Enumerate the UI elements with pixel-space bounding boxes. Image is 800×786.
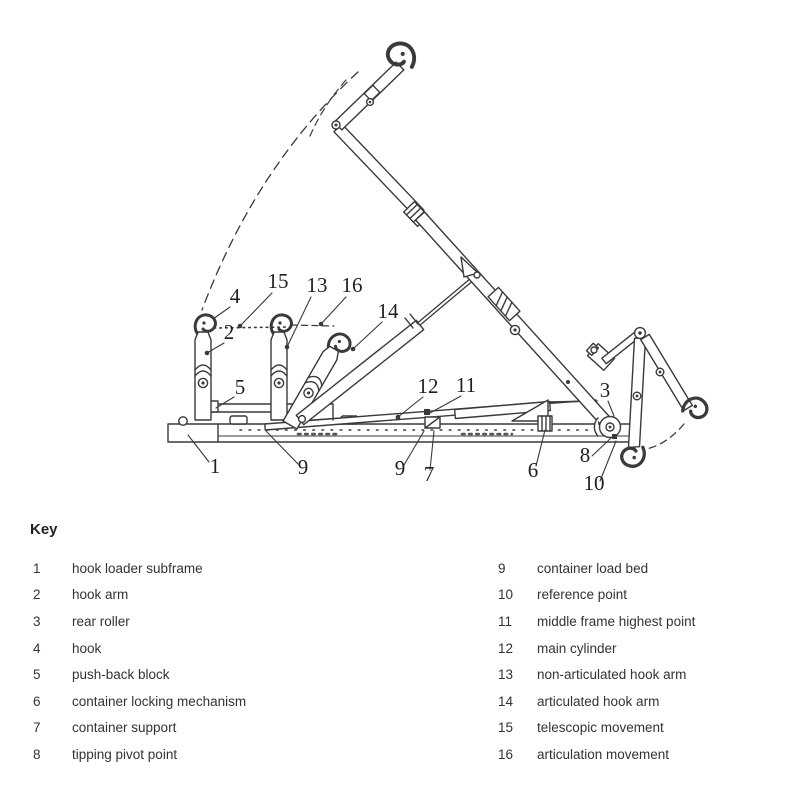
leader-line-3 bbox=[608, 401, 614, 416]
key-item-label: hook arm bbox=[72, 587, 129, 603]
rear-hook-down bbox=[621, 446, 645, 468]
key-item-label: container locking mechanism bbox=[72, 693, 247, 709]
leader-dot-14 bbox=[351, 347, 356, 352]
key-item-16 bbox=[498, 741, 788, 768]
key-item-4 bbox=[33, 635, 433, 662]
diagram-label-7: 7 bbox=[423, 462, 435, 486]
key-item-8 bbox=[33, 741, 433, 768]
key-item-11 bbox=[498, 608, 788, 635]
key-item-13 bbox=[498, 661, 788, 688]
key-item-3 bbox=[33, 608, 433, 635]
key-item-label: container support bbox=[72, 720, 177, 736]
key-item-6 bbox=[33, 688, 433, 715]
diagram-label-11: 11 bbox=[455, 373, 477, 397]
articulation-movement-arc bbox=[646, 424, 684, 449]
diagram-label-15: 15 bbox=[267, 269, 289, 293]
key-item-label: container load bed bbox=[537, 560, 649, 576]
diagram-labels bbox=[188, 269, 616, 495]
diagram-label-14: 14 bbox=[377, 299, 399, 323]
key-item-label: rear roller bbox=[72, 613, 130, 629]
key-item-label: middle frame highest point bbox=[537, 613, 696, 629]
leader-dot-13 bbox=[285, 345, 290, 350]
key-item-number: 2 bbox=[33, 587, 41, 603]
key-item-number: 3 bbox=[33, 613, 41, 629]
key-item-number: 12 bbox=[498, 640, 514, 656]
container-locking-mechanism bbox=[538, 416, 552, 431]
key-item-number: 1 bbox=[33, 560, 41, 576]
key-item-5 bbox=[33, 661, 433, 688]
tipping-pivot-point-marker bbox=[612, 434, 617, 439]
key-item-14 bbox=[498, 688, 788, 715]
hook-arm-raised bbox=[332, 43, 613, 428]
diagram-label-2: 2 bbox=[223, 320, 235, 344]
leader-dot-2 bbox=[205, 351, 210, 356]
key-item-label: articulation movement bbox=[537, 746, 670, 762]
key-item-number: 7 bbox=[33, 720, 41, 736]
key-item-number: 15 bbox=[498, 720, 514, 736]
key-item-label: main cylinder bbox=[537, 640, 617, 656]
key-item-1 bbox=[33, 555, 433, 582]
middle-frame-highest-point-marker bbox=[424, 409, 430, 415]
diagram-label-9: 9 bbox=[394, 456, 406, 480]
key-item-label: tipping pivot point bbox=[72, 746, 178, 762]
container-support bbox=[425, 417, 440, 428]
key-item-12 bbox=[498, 635, 788, 662]
key-item-9 bbox=[498, 555, 788, 582]
leader-dot-16 bbox=[319, 322, 324, 327]
key-item-label: non-articulated hook arm bbox=[537, 667, 687, 683]
key-item-number: 16 bbox=[498, 746, 514, 762]
key-item-number: 4 bbox=[33, 640, 41, 656]
key-item-7 bbox=[33, 715, 433, 742]
key-item-label: hook bbox=[72, 640, 102, 656]
leader-line-15 bbox=[240, 293, 272, 326]
diagram-label-12: 12 bbox=[417, 374, 439, 398]
leader-line-14 bbox=[353, 322, 382, 349]
key-item-10 bbox=[498, 582, 788, 609]
diagram-label-5: 5 bbox=[234, 375, 246, 399]
leader-dot-15 bbox=[238, 324, 243, 329]
diagram-label-1: 1 bbox=[209, 454, 221, 478]
leader-line-16 bbox=[321, 297, 346, 324]
leader-dot-12 bbox=[396, 415, 401, 420]
key-item-number: 14 bbox=[498, 693, 514, 709]
key-right-column bbox=[498, 555, 788, 768]
key-item-number: 6 bbox=[33, 693, 41, 709]
key-left-column bbox=[33, 555, 433, 768]
key-title: Key bbox=[30, 521, 58, 538]
key-item-number: 11 bbox=[498, 613, 513, 629]
diagram-label-8: 8 bbox=[579, 443, 591, 467]
key-item-number: 9 bbox=[498, 560, 506, 576]
key-item-2 bbox=[33, 582, 433, 609]
key-item-number: 10 bbox=[498, 587, 514, 603]
main-hook bbox=[388, 43, 414, 66]
diagram-label-13: 13 bbox=[306, 273, 328, 297]
key-item-label: hook loader subframe bbox=[72, 560, 203, 576]
key-item-number: 5 bbox=[33, 667, 41, 683]
diagram-label-4: 4 bbox=[229, 284, 241, 308]
key-item-number: 8 bbox=[33, 746, 41, 762]
key-item-label: telescopic movement bbox=[537, 720, 664, 736]
diagram-label-9: 9 bbox=[297, 455, 309, 479]
key-item-label: reference point bbox=[537, 587, 628, 603]
key-item-number: 13 bbox=[498, 667, 514, 683]
key-item-label: push-back block bbox=[72, 667, 170, 683]
key-item-label: articulated hook arm bbox=[537, 693, 660, 709]
hook-arm-lowered-positions bbox=[195, 315, 353, 431]
diagram-label-6: 6 bbox=[527, 458, 539, 482]
leader-line-4 bbox=[213, 307, 230, 319]
diagram-label-3: 3 bbox=[599, 378, 611, 402]
diagram-label-16: 16 bbox=[341, 273, 363, 297]
diagram-label-10: 10 bbox=[583, 471, 605, 495]
key-item-15 bbox=[498, 715, 788, 742]
